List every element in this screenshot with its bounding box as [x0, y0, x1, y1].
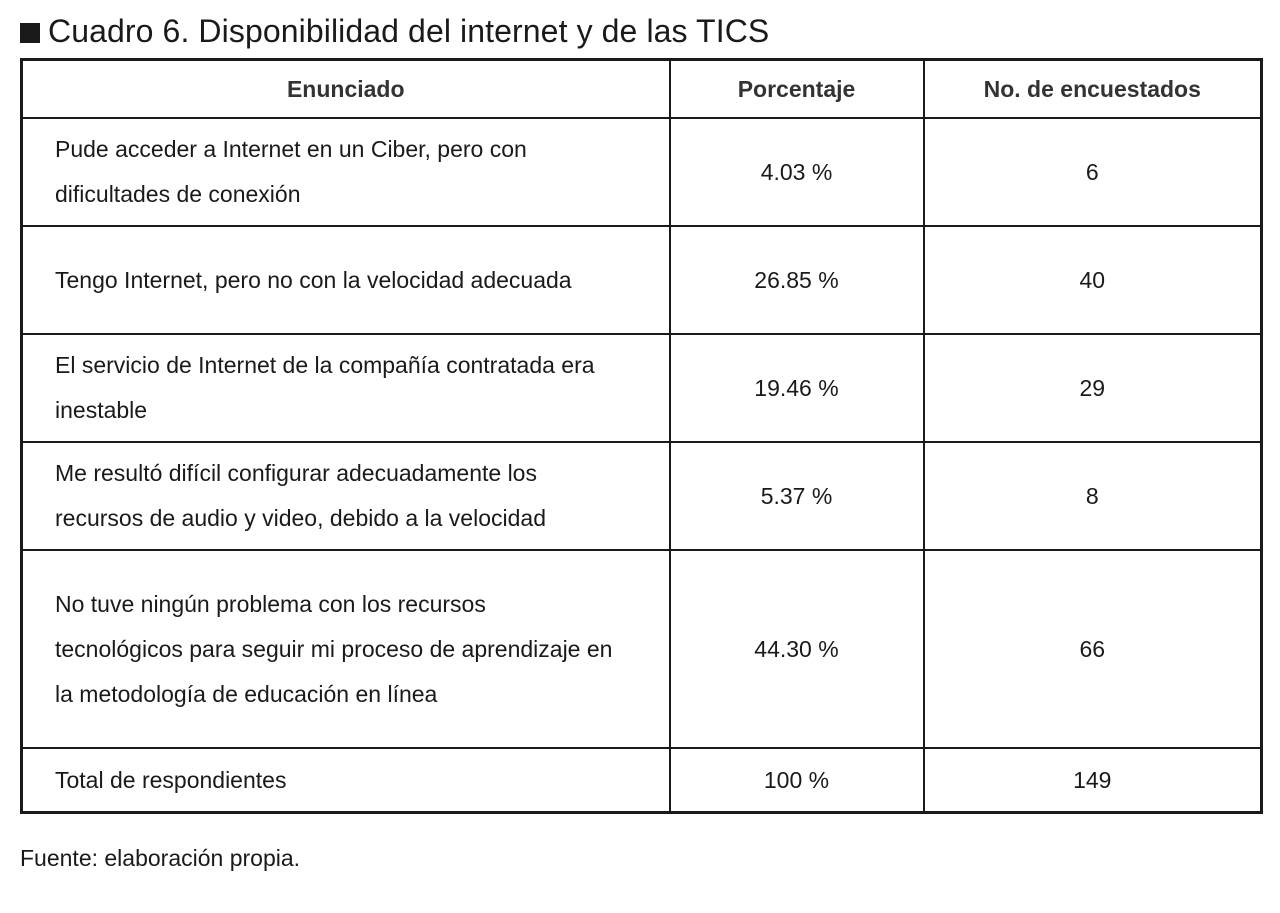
table-row — [22, 334, 1262, 442]
percentage-cell: 44.30 % — [670, 550, 924, 748]
percentage-cell: 5.37 % — [670, 442, 924, 550]
respondents-cell: 6 — [924, 118, 1262, 226]
table-title: Cuadro 6. Disponibilidad del internet y de las TICS — [48, 12, 770, 49]
source-note: Fuente: elaboración propia. — [20, 845, 301, 871]
table-row — [22, 550, 1262, 748]
statement-text: Pude acceder a Internet en un Ciber, pero con dificultades de conexión — [55, 136, 527, 207]
total-percentage: 100 % — [670, 748, 924, 813]
statement-text: Me resultó difícil configurar adecuadamente los recursos de audio y video, debido a la velocidad — [55, 460, 546, 531]
respondents-cell: 66 — [924, 550, 1262, 748]
header-percentage: Porcentaje — [670, 60, 924, 119]
statement-cell — [22, 226, 670, 334]
total-label: Total de respondientes — [22, 748, 670, 813]
respondents-cell: 40 — [924, 226, 1262, 334]
percentage-cell: 4.03 % — [670, 118, 924, 226]
statement-cell — [22, 118, 670, 226]
statement-cell — [22, 334, 670, 442]
statement-text: No tuve ningún problema con los recursos tecnológicos para seguir mi proceso de aprendizaje en la metodología de educación en línea — [55, 590, 613, 707]
table-row — [22, 118, 1262, 226]
square-bullet-icon — [20, 23, 40, 43]
header-statement: Enunciado — [22, 60, 670, 119]
header-respondents: No. de encuestados — [924, 60, 1262, 119]
respondents-cell: 8 — [924, 442, 1262, 550]
table-row — [22, 226, 1262, 334]
respondents-cell: 29 — [924, 334, 1262, 442]
statement-cell — [22, 550, 670, 748]
table-row — [22, 442, 1262, 550]
total-respondents: 149 — [924, 748, 1262, 813]
survey-table — [20, 58, 1263, 814]
header-row — [22, 60, 1262, 119]
table-caption — [20, 10, 769, 52]
statement-text: Tengo Internet, pero no con la velocidad adecuada — [55, 266, 572, 293]
total-row — [22, 748, 1262, 813]
percentage-cell: 26.85 % — [670, 226, 924, 334]
statement-text: El servicio de Internet de la compañía contratada era inestable — [55, 352, 595, 423]
percentage-cell: 19.46 % — [670, 334, 924, 442]
statement-cell — [22, 442, 670, 550]
